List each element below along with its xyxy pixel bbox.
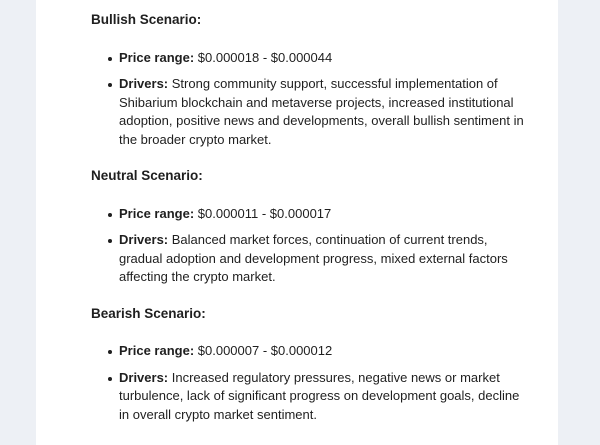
bullish-section [91, 11, 531, 149]
drivers-text: Increased regulatory pressures, negative news or market turbulence, lack of significant progress on development goals, decline in overall crypto market sentiment. [119, 369, 520, 422]
drivers-text: Strong community support, successful implementation of Shibarium blockchain and metaverse projects, increased institutional adoption, positive news and developments, overall bullish sentiment in the broader crypto market. [119, 76, 524, 147]
bullish-price-item [91, 49, 531, 68]
price-range-value: $0.000007 - $0.000012 [194, 343, 333, 358]
neutral-section [91, 167, 531, 287]
bullish-scenario-title: Bullish Scenario: [91, 12, 202, 27]
bearish-bullet-list [91, 342, 531, 424]
neutral-price-item [91, 205, 531, 224]
bullet-dot-icon [108, 350, 112, 354]
bullet-dot-icon [108, 57, 112, 61]
neutral-bullet-list [91, 205, 531, 287]
bullet-dot-icon [108, 213, 112, 217]
drivers-label: Drivers: [119, 232, 169, 247]
drivers-text: Balanced market forces, continuation of current trends, gradual adoption and development progress, mixed external factors affecting the crypto market. [119, 232, 508, 284]
bullish-bullet-list [91, 49, 531, 150]
bullet-dot-icon [108, 83, 112, 87]
neutral-scenario-title: Neutral Scenario: [91, 168, 203, 183]
price-range-label: Price range: [119, 205, 195, 221]
price-range-label: Price range: [119, 343, 195, 358]
drivers-label: Drivers: [119, 76, 169, 91]
bullish-drivers-item [91, 75, 531, 149]
bullet-dot-icon [108, 239, 112, 243]
neutral-drivers-item [91, 231, 531, 287]
bullet-dot-icon [108, 377, 112, 381]
bearish-drivers-item [91, 369, 531, 425]
response-content [91, 8, 531, 424]
bearish-price-item [91, 342, 531, 361]
price-range-label: Price range: [119, 49, 195, 65]
drivers-label: Drivers: [119, 369, 169, 385]
bearish-section [91, 305, 531, 425]
price-range-value: $0.000018 - $0.000044 [194, 49, 333, 65]
price-range-value: $0.000011 - $0.000017 [194, 205, 332, 221]
response-card [36, 0, 558, 445]
bearish-scenario-title: Bearish Scenario: [91, 305, 206, 321]
